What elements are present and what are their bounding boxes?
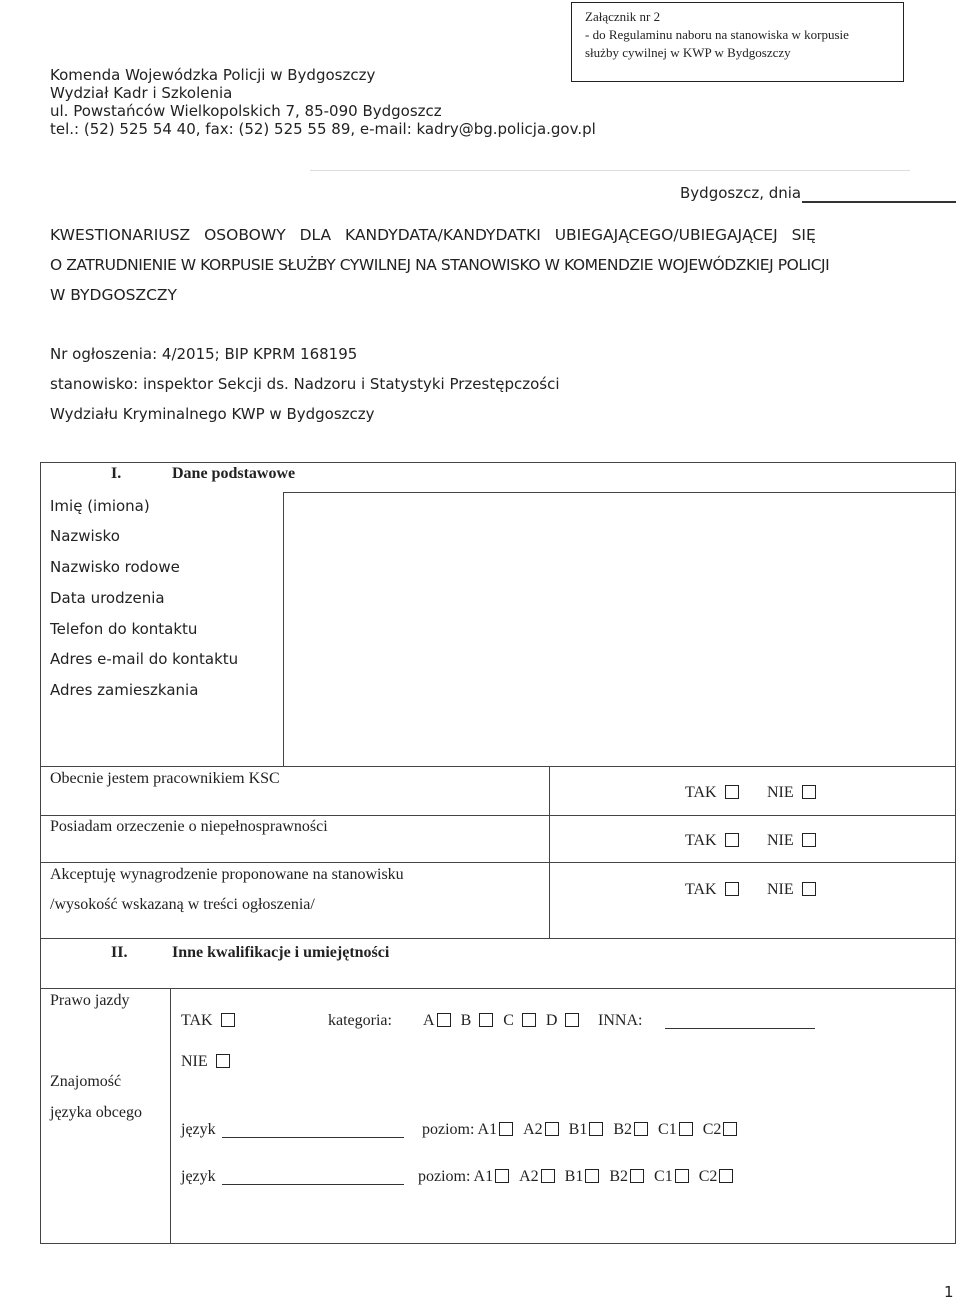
yes-checkbox[interactable] <box>725 785 739 799</box>
yes-checkbox[interactable] <box>725 882 739 896</box>
category-c: C <box>503 1012 514 1029</box>
place-date-label: Bydgoszcz, dnia <box>680 184 802 202</box>
field-label-surname: Nazwisko <box>50 527 120 545</box>
language-row: język <box>181 1121 216 1138</box>
question-disability: Posiadam orzeczenie o niepełnosprawności <box>50 818 328 835</box>
category-d-checkbox[interactable] <box>565 1013 579 1027</box>
form-title-line: W BYDGOSZCZY <box>50 286 178 304</box>
level-c2-checkbox[interactable] <box>719 1169 733 1183</box>
category-b: B <box>460 1012 472 1029</box>
category-c-checkbox[interactable] <box>522 1013 536 1027</box>
driving-license-label: Prawo jazdy <box>50 992 130 1009</box>
no-label: NIE <box>767 784 816 802</box>
category-a-checkbox[interactable] <box>437 1013 451 1027</box>
field-label-email: Adres e-mail do kontaktu <box>50 650 239 668</box>
category-a: A <box>423 1012 435 1029</box>
license-no-checkbox[interactable] <box>216 1054 230 1068</box>
level-b2-checkbox[interactable] <box>634 1122 648 1136</box>
language-label: Znajomość <box>50 1073 122 1090</box>
annex-title: Załącznik nr 2 <box>585 9 661 24</box>
grid-line <box>40 815 956 816</box>
date-field[interactable] <box>802 201 956 203</box>
language-levels: poziom: A1 A2 B1 B2 C1 C2 <box>422 1121 737 1139</box>
level-c1-checkbox[interactable] <box>679 1122 693 1136</box>
question-salary: Akceptuję wynagrodzenie proponowane na stanowisku <box>50 866 404 883</box>
other-category-field[interactable] <box>665 1028 815 1029</box>
no-checkbox[interactable] <box>802 833 816 847</box>
language-row: język <box>181 1168 216 1185</box>
header-divider <box>310 170 910 171</box>
yes-label: TAK <box>685 784 739 802</box>
question-salary-note: /wysokość wskazaną w treści ogłoszenia/ <box>50 896 315 913</box>
section-number: II. <box>111 944 128 961</box>
level-b2-checkbox[interactable] <box>630 1169 644 1183</box>
annex-line: - do Regulaminu naboru na stanowiska w korpusie <box>585 27 849 42</box>
section-title: Inne kwalifikacje i umiejętności <box>172 944 390 961</box>
no-label: NIE <box>767 832 816 850</box>
category-d: D <box>545 1012 558 1029</box>
field-label-phone: Telefon do kontaktu <box>50 620 198 638</box>
announcement-position: stanowisko: inspektor Sekcji ds. Nadzoru i Statystyki Przestępczości <box>50 375 560 393</box>
category-options <box>423 1012 579 1030</box>
level-a2-checkbox[interactable] <box>545 1122 559 1136</box>
no-label: NIE <box>767 881 816 899</box>
field-label-first-name: Imię (imiona) <box>50 497 150 515</box>
annex-line: służby cywilnej w KWP w Bydgoszczy <box>585 45 791 60</box>
announcement-unit: Wydziału Kryminalnego KWP w Bydgoszczy <box>50 405 375 423</box>
org-department: Wydział Kadr i Szkolenia <box>50 84 233 102</box>
form-title-line: O ZATRUDNIENIE W KORPUSIE SŁUŻBY CYWILNEJ NA STANOWISKO W KOMENDZIE WOJEWÓDZKIEJ POLICJI <box>50 256 830 274</box>
field-label-family-name: Nazwisko rodowe <box>50 558 180 576</box>
grid-line <box>40 938 956 939</box>
license-yes-checkbox[interactable] <box>221 1013 235 1027</box>
no-checkbox[interactable] <box>802 882 816 896</box>
form-title-line: KWESTIONARIUSZ OSOBOWY DLA KANDYDATA/KANDYDATKI UBIEGAJĄCEGO/UBIEGAJĄCEJ SIĘ <box>50 226 816 244</box>
level-b1-checkbox[interactable] <box>585 1169 599 1183</box>
page-number: 1 <box>944 1283 954 1301</box>
level-b1-checkbox[interactable] <box>589 1122 603 1136</box>
field-label-address: Adres zamieszkania <box>50 681 199 699</box>
org-name: Komenda Wojewódzka Policji w Bydgoszczy <box>50 66 376 84</box>
no-checkbox[interactable] <box>802 785 816 799</box>
yes-label: TAK <box>685 881 739 899</box>
org-address: ul. Powstańców Wielkopolskich 7, 85-090 Bydgoszcz <box>50 102 442 120</box>
grid-line <box>40 862 956 863</box>
org-contact: tel.: (52) 525 54 40, fax: (52) 525 55 89, e-mail: kadry@bg.policja.gov.pl <box>50 120 596 138</box>
language-name-field[interactable] <box>222 1184 404 1185</box>
license-yes-option: TAK <box>181 1012 235 1030</box>
language-label: języka obcego <box>50 1104 142 1121</box>
category-b-checkbox[interactable] <box>479 1013 493 1027</box>
level-a2-checkbox[interactable] <box>541 1169 555 1183</box>
other-category-label: INNA: <box>598 1012 643 1029</box>
language-levels: poziom: A1 A2 B1 B2 C1 C2 <box>418 1168 733 1186</box>
yes-label: TAK <box>685 832 739 850</box>
level-c1-checkbox[interactable] <box>675 1169 689 1183</box>
grid-line <box>170 988 171 1244</box>
yes-checkbox[interactable] <box>725 833 739 847</box>
grid-line <box>40 766 956 767</box>
language-name-field[interactable] <box>222 1137 404 1138</box>
field-input-area[interactable] <box>284 493 955 765</box>
grid-line <box>40 988 956 989</box>
grid-line <box>549 766 550 938</box>
level-c2-checkbox[interactable] <box>723 1122 737 1136</box>
announcement-number: Nr ogłoszenia: 4/2015; BIP KPRM 168195 <box>50 345 358 363</box>
section-number: I. <box>111 465 122 482</box>
question-ksc: Obecnie jestem pracownikiem KSC <box>50 770 280 787</box>
license-no-option: NIE <box>181 1053 230 1071</box>
level-a1-checkbox[interactable] <box>495 1169 509 1183</box>
field-label-birth-date: Data urodzenia <box>50 589 165 607</box>
level-a1-checkbox[interactable] <box>499 1122 513 1136</box>
category-label: kategoria: <box>328 1012 392 1029</box>
section-title: Dane podstawowe <box>172 465 296 482</box>
